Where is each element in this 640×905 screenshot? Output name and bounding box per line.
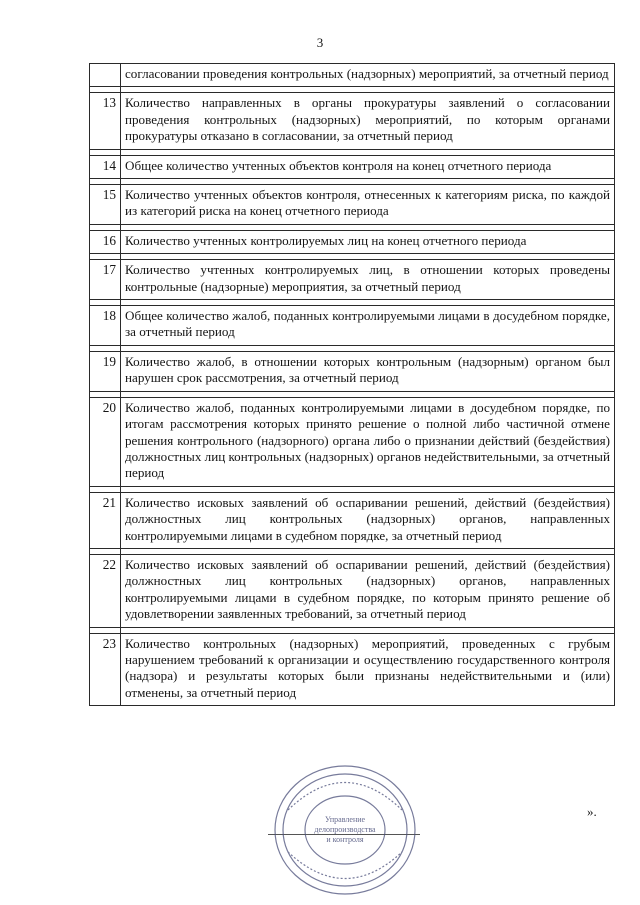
row-text: Общее количество учтенных объектов контроля на конец отчетного периода bbox=[121, 155, 615, 178]
row-number: 21 bbox=[90, 492, 121, 548]
table-row bbox=[90, 492, 615, 548]
stamp-line-3: и контроля bbox=[326, 835, 364, 844]
row-number: 14 bbox=[90, 155, 121, 178]
row-number: 23 bbox=[90, 633, 121, 706]
table-row bbox=[90, 633, 615, 706]
stamp-line-2: делопроизводства bbox=[314, 825, 376, 834]
table-row bbox=[90, 397, 615, 486]
row-number: 16 bbox=[90, 230, 121, 253]
row-text: Количество учтенных контролируемых лиц на конец отчетного периода bbox=[121, 230, 615, 253]
table-row bbox=[90, 64, 615, 87]
row-number: 19 bbox=[90, 351, 121, 391]
table-row bbox=[90, 554, 615, 627]
row-text: Общее количество жалоб, поданных контролируемыми лицами в досудебном порядке, за отчетный период bbox=[121, 306, 615, 346]
row-number: 22 bbox=[90, 554, 121, 627]
stamp-line-1: Управление bbox=[324, 815, 366, 824]
row-text: Количество исковых заявлений об оспаривании решений, действий (бездействия) должностных лиц контрольных (надзорных) органов, направленных контролируемыми лицами в судебном порядке, по которым принято решение об удовлетворении заявленных требований, за отчетный период bbox=[121, 554, 615, 627]
official-seal-icon bbox=[270, 760, 420, 900]
row-text: Количество направленных в органы прокуратуры заявлений о согласовании проведения контрольных (надзорных) мероприятий, по которым органами прокуратуры отказано в согласовании, за отчетный период bbox=[121, 93, 615, 149]
table-row bbox=[90, 260, 615, 300]
row-text: Количество жалоб, в отношении которых контрольным (надзорным) органом был нарушен срок рассмотрения, за отчетный период bbox=[121, 351, 615, 391]
row-number: 17 bbox=[90, 260, 121, 300]
row-number: 15 bbox=[90, 185, 121, 225]
row-text: Количество учтенных объектов контроля, отнесенных к категориям риска, по каждой из категорий риска на конец отчетного периода bbox=[121, 185, 615, 225]
row-number: 13 bbox=[90, 93, 121, 149]
table-row bbox=[90, 351, 615, 391]
row-text: Количество жалоб, поданных контролируемыми лицами в досудебном порядке, по итогам рассмотрения которых принято решение о полной либо частичной отмене решения контрольного (надзорного) органа либо о признании действий (бездействия) должностных лиц контрольных (надзорных) органов недействительными, за отчетный период bbox=[121, 397, 615, 486]
row-text: Количество исковых заявлений об оспаривании решений, действий (бездействия) должностных лиц контрольных (надзорных) органов, направленных контролируемыми лицами в судебном порядке, за отчетный период bbox=[121, 492, 615, 548]
table-row bbox=[90, 155, 615, 178]
table-row bbox=[90, 93, 615, 149]
page-number: 3 bbox=[316, 35, 324, 50]
row-number bbox=[90, 64, 121, 87]
row-text: согласовании проведения контрольных (надзорных) мероприятий, за отчетный период bbox=[121, 64, 615, 87]
row-number: 20 bbox=[90, 397, 121, 486]
table-row bbox=[90, 306, 615, 346]
table-row bbox=[90, 230, 615, 253]
row-text: Количество контрольных (надзорных) мероприятий, проведенных с грубым нарушением требований к организации и осуществлению государственного контроля (надзора) и результаты которых были признаны недействительными и (или) отменены, за отчетный период bbox=[121, 633, 615, 706]
table-row bbox=[90, 185, 615, 225]
row-text: Количество учтенных контролируемых лиц, в отношении которых проведены контрольные (надзорные) мероприятия, за отчетный период bbox=[121, 260, 615, 300]
row-number: 18 bbox=[90, 306, 121, 346]
indicators-table bbox=[89, 63, 615, 706]
closing-quote-mark: ». bbox=[587, 804, 597, 819]
